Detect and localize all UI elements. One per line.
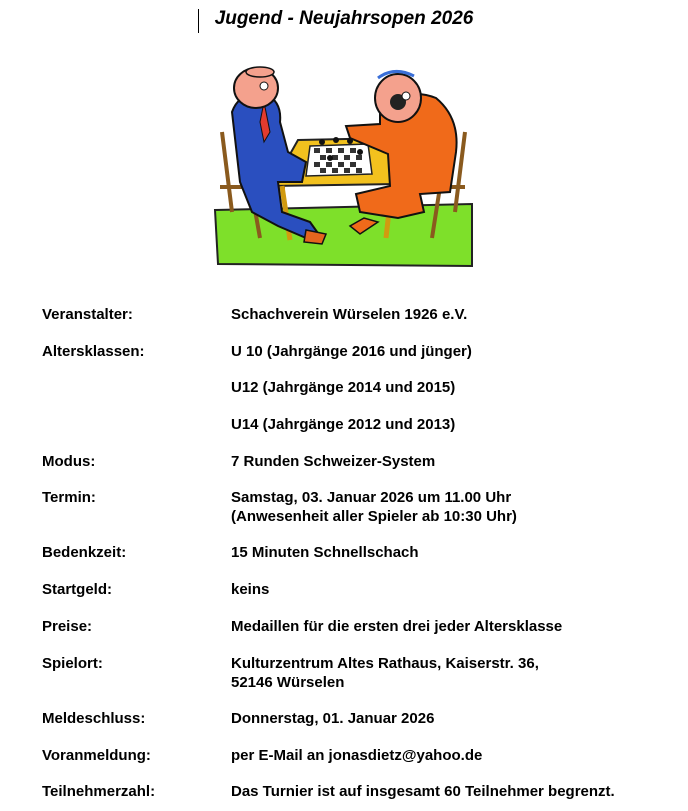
label-altersklassen: Altersklassen: [42,343,145,360]
value-voranmeldung: per E-Mail an jonasdietz@yahoo.de [231,747,483,764]
value-termin-line-1: Samstag, 03. Januar 2026 um 11.00 Uhr [231,489,512,506]
label-startgeld: Startgeld: [42,581,113,598]
label-bedenkzeit: Bedenkzeit: [42,544,127,561]
label-preise: Preise: [42,618,93,635]
value-preise: Medaillen für die ersten drei jeder Altersklasse [231,618,563,635]
chess-players-illustration [210,62,475,268]
label-termin: Termin: [42,489,96,506]
value-altersklasse-u10: U 10 (Jahrgänge 2016 und jünger) [231,343,472,360]
label-modus: Modus: [42,453,96,470]
value-modus: 7 Runden Schweizer-System [231,453,436,470]
value-altersklasse-u12: U12 (Jahrgänge 2014 und 2015) [231,379,456,396]
value-spielort-line-2: 52146 Würselen [231,674,345,691]
value-veranstalter: Schachverein Würselen 1926 e.V. [231,306,468,323]
value-teilnehmerzahl: Das Turnier ist auf insgesamt 60 Teilnehmer begrenzt. [231,783,615,800]
label-veranstalter: Veranstalter: [42,306,133,323]
value-bedenkzeit: 15 Minuten Schnellschach [231,544,419,561]
label-meldeschluss: Meldeschluss: [42,710,146,727]
page-title: Jugend - Neujahrsopen 2026 [214,8,474,29]
label-spielort: Spielort: [42,655,103,672]
value-meldeschluss: Donnerstag, 01. Januar 2026 [231,710,435,727]
text-cursor [198,9,199,33]
value-spielort-line-1: Kulturzentrum Altes Rathaus, Kaiserstr. 36, [231,655,539,672]
value-startgeld: keins [231,581,270,598]
value-altersklasse-u14: U14 (Jahrgänge 2012 und 2013) [231,416,456,433]
label-voranmeldung: Voranmeldung: [42,747,151,764]
label-teilnehmerzahl: Teilnehmerzahl: [42,783,156,800]
value-termin-line-2: (Anwesenheit aller Spieler ab 10:30 Uhr) [231,508,517,525]
